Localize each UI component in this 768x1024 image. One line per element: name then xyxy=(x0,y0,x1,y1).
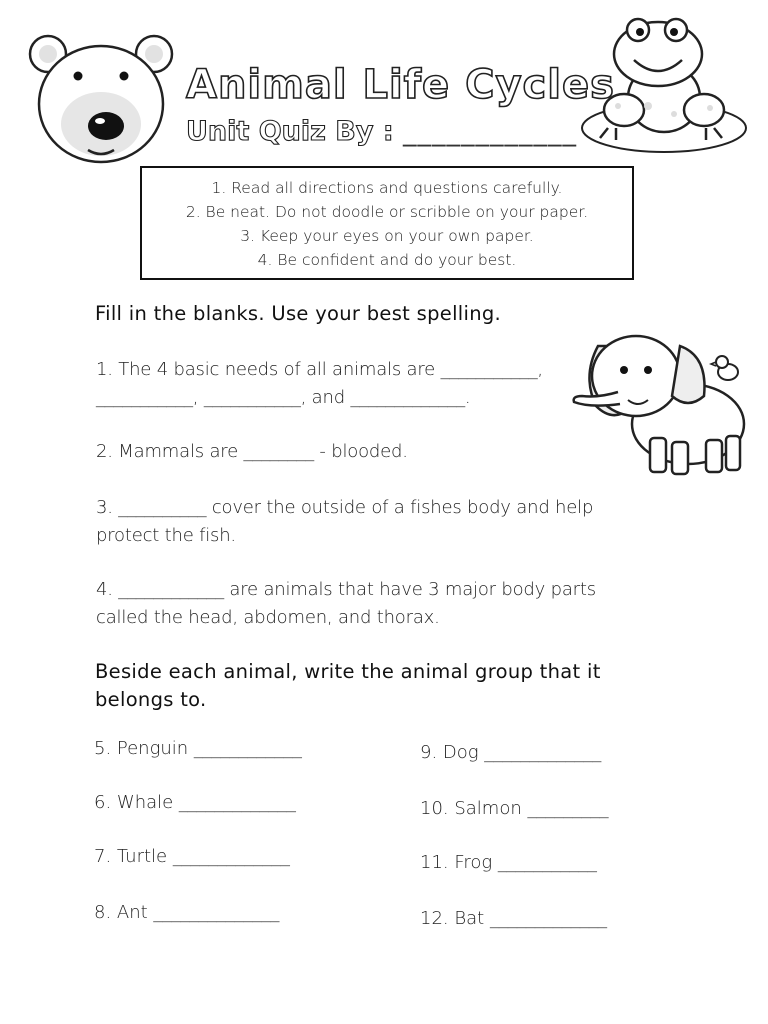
section2-heading xyxy=(95,658,601,714)
page-title: Animal Life Cycles xyxy=(186,62,615,108)
name-blank: ____________ xyxy=(403,116,578,147)
question-3-line2: protect the fish. xyxy=(96,525,236,546)
question-1-line1: 1. The 4 basic needs of all animals are ___________, xyxy=(96,359,543,380)
question-5: 5. Penguin ____________ xyxy=(94,738,302,759)
question-4 xyxy=(96,576,596,632)
question-10: 10. Salmon _________ xyxy=(420,798,609,819)
rule-3: 3. Keep your eyes on your own paper. xyxy=(240,227,534,245)
rule-4: 4. Be confident and do your best. xyxy=(257,251,517,269)
subtitle-label: Unit Quiz By : xyxy=(186,116,394,147)
rule-1: 1. Read all directions and questions carefully. xyxy=(211,179,563,197)
question-12: 12. Bat _____________ xyxy=(420,908,607,929)
question-6: 6. Whale _____________ xyxy=(94,792,296,813)
question-9: 9. Dog _____________ xyxy=(420,742,602,763)
section2-heading-line2: belongs to. xyxy=(95,688,207,711)
question-7: 7. Turtle _____________ xyxy=(94,846,290,867)
section1-heading: Fill in the blanks. Use your best spelling. xyxy=(95,302,502,325)
elephant-illustration xyxy=(568,326,758,478)
question-3-line1: 3. __________ cover the outside of a fishes body and help xyxy=(96,497,594,518)
quiz-subtitle xyxy=(186,116,577,147)
question-11: 11. Frog ___________ xyxy=(420,852,597,873)
section2-heading-line1: Beside each animal, write the animal group that it xyxy=(95,660,601,683)
question-3 xyxy=(96,494,593,550)
question-8: 8. Ant ______________ xyxy=(94,902,280,923)
question-1 xyxy=(96,356,543,412)
rules-box xyxy=(140,166,634,280)
question-2 xyxy=(96,438,408,466)
polar-bear-illustration xyxy=(26,28,176,168)
question-4-line1: 4. ____________ are animals that have 3 major body parts xyxy=(96,579,596,600)
question-2-line1: 2. Mammals are ________ - blooded. xyxy=(96,441,408,462)
question-1-line2: ___________, ___________, and _____________. xyxy=(96,387,471,408)
question-4-line2: called the head, abdomen, and thorax. xyxy=(96,607,440,628)
rule-2: 2. Be neat. Do not doodle or scribble on your paper. xyxy=(185,203,589,221)
